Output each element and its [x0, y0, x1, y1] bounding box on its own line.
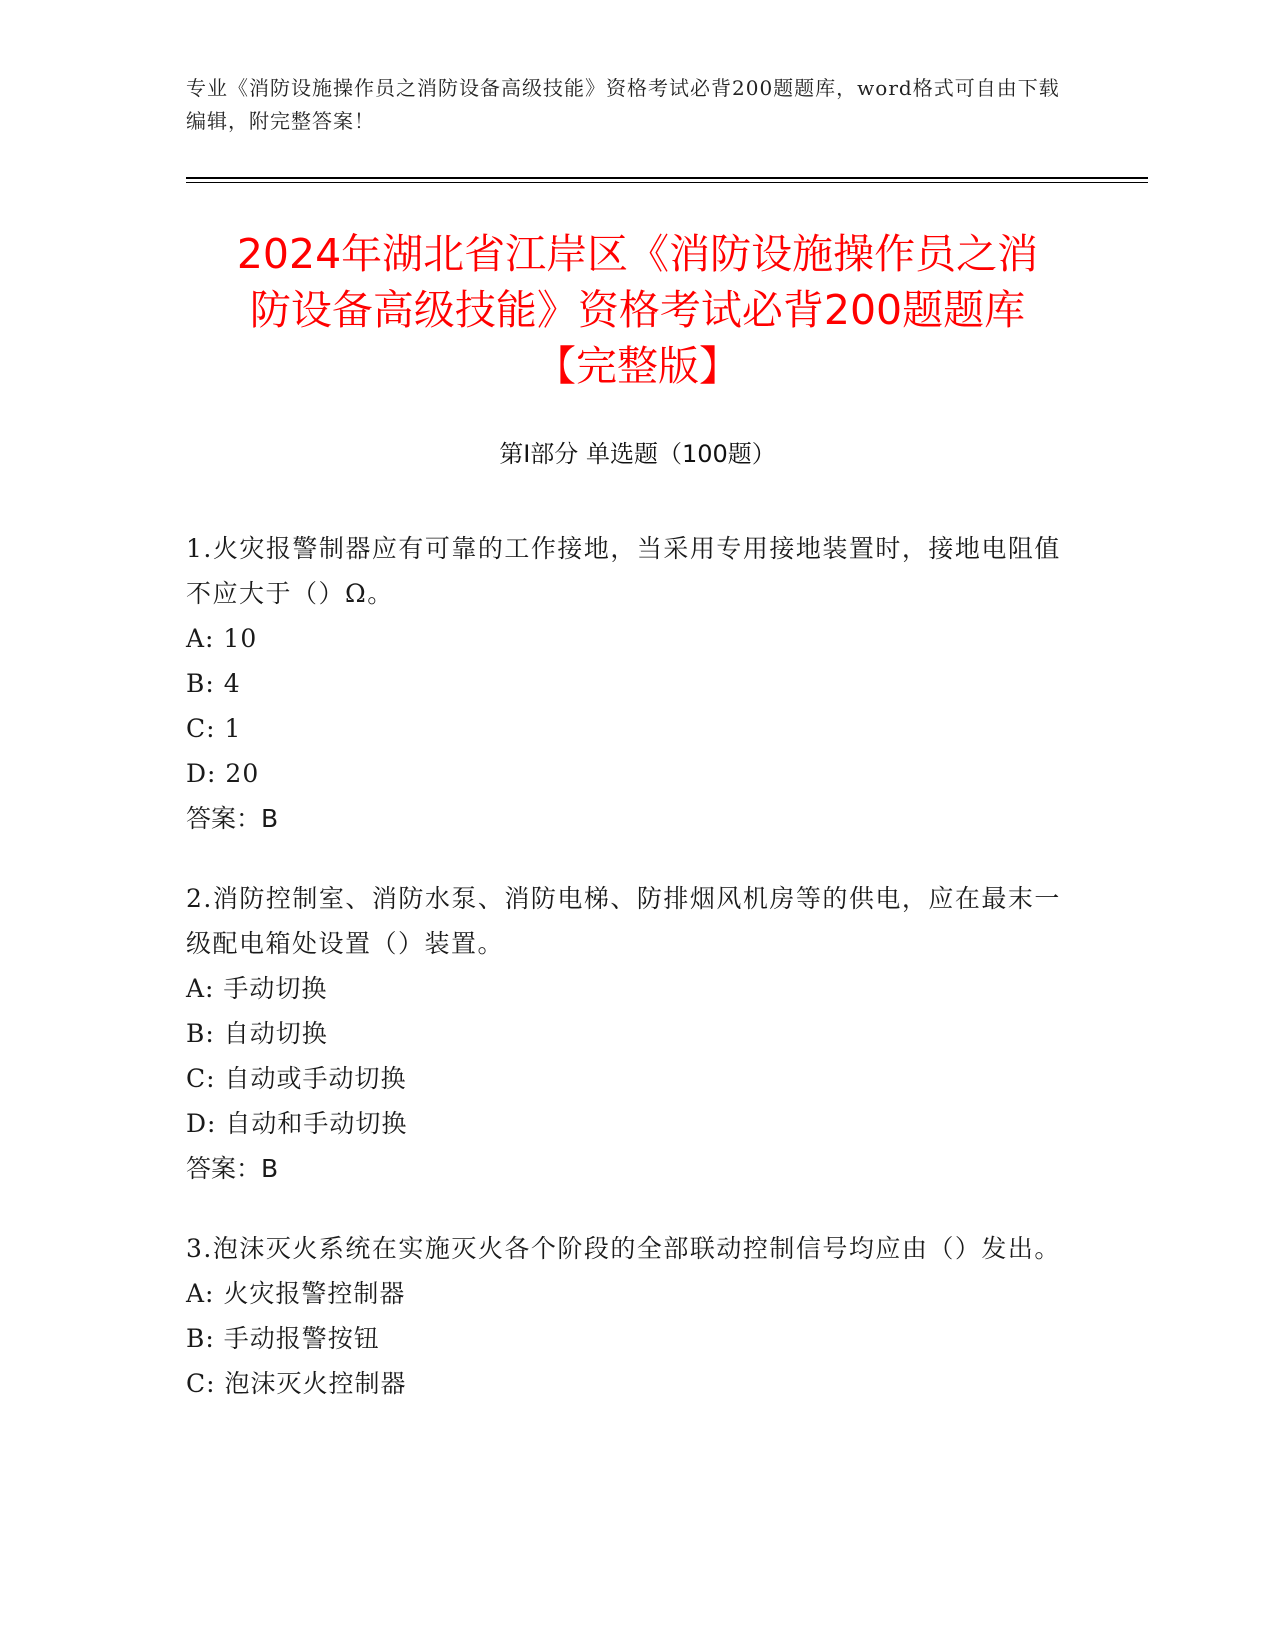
- option-b: B: 自动切换: [186, 1019, 328, 1048]
- option-a: A: 火灾报警控制器: [186, 1279, 406, 1308]
- question-stem: 1.火灾报警制器应有可靠的工作接地，当采用专用接地装置时，接地电阻值不应大于（）Ω。: [186, 534, 1061, 608]
- question-3: [186, 1226, 1066, 1406]
- document-title-line-1: 2024年湖北省江岸区《消防设施操作员之消: [236, 230, 1039, 278]
- question-stem: 3.泡沫灭火系统在实施灭火各个阶段的全部联动控制信号均应由（）发出。: [186, 1234, 1061, 1263]
- header-note: 专业《消防设施操作员之消防设备高级技能》资格考试必背200题题库，word格式可自由下载编辑，附完整答案！: [186, 76, 1060, 133]
- section-heading: 第I部分 单选题（100题）: [499, 440, 776, 468]
- option-a: A: 10: [186, 624, 258, 653]
- option-b: B: 手动报警按钮: [186, 1324, 380, 1353]
- question-list: [186, 526, 1066, 1441]
- document-title-line-3: 【完整版】: [535, 342, 740, 390]
- question-2: [186, 876, 1066, 1191]
- answer: 答案：B: [186, 1154, 279, 1183]
- option-d: D: 20: [186, 759, 260, 788]
- question-stem: 2.消防控制室、消防水泵、消防电梯、防排烟风机房等的供电，应在最末一级配电箱处设置（）装置。: [186, 884, 1061, 958]
- option-c: C: 自动或手动切换: [186, 1064, 407, 1093]
- option-c: C: 1: [186, 714, 242, 743]
- option-c: C: 泡沫灭火控制器: [186, 1369, 407, 1398]
- document-title-line-2: 防设备高级技能》资格考试必背200题题库: [249, 286, 1026, 334]
- answer: 答案：B: [186, 804, 279, 833]
- header-divider-thick: [186, 177, 1148, 179]
- document-title: [150, 226, 1125, 394]
- option-a: A: 手动切换: [186, 974, 328, 1003]
- header-divider-thin: [186, 182, 1148, 183]
- option-d: D: 自动和手动切换: [186, 1109, 408, 1138]
- question-1: [186, 526, 1066, 841]
- option-b: B: 4: [186, 669, 241, 698]
